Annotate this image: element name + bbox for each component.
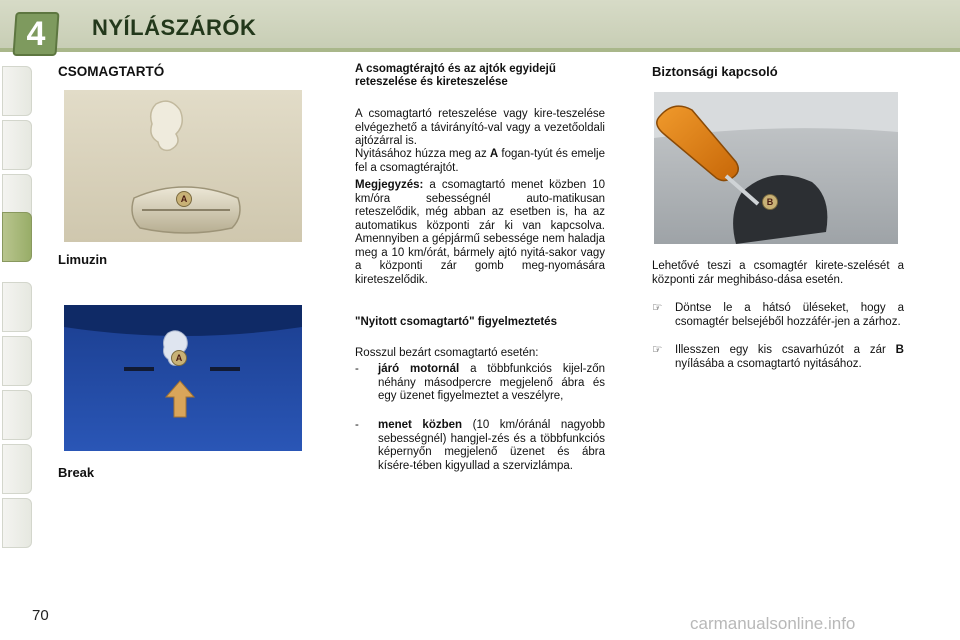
callout-a-tag-break: A — [171, 350, 187, 366]
caption-break: Break — [58, 465, 95, 480]
instruction-text: Döntse le a hátsó üléseket, hogy a csomagtér belsejéből hozzáfér-jen a zárhoz. — [675, 302, 904, 328]
list-item-text — [378, 419, 605, 473]
list-item-while-driving — [355, 419, 605, 489]
photo-screwdriver-lock — [654, 92, 898, 244]
list-dash: - — [355, 363, 359, 375]
side-tab-2[interactable] — [2, 120, 32, 170]
side-tab-1[interactable] — [2, 66, 32, 116]
opening-key-a: A — [489, 148, 499, 160]
callout-a-tag: A — [176, 191, 192, 207]
instruction-text-2: nyílásába a csomagtartó nyitásához. — [675, 357, 862, 370]
opening-text-1: Nyitásához húzza meg az — [355, 148, 487, 160]
list-item-bold: menet közben — [378, 419, 463, 431]
watermark: carmanualsonline.info — [690, 614, 856, 633]
trunk-handle-illustration — [64, 90, 302, 242]
list-item-bold: járó motornál — [378, 363, 460, 375]
paragraph-badly-closed: Rosszul bezárt csomagtartó esetén: — [355, 347, 539, 359]
screwdriver-illustration — [654, 92, 898, 244]
paragraph-note — [355, 179, 605, 287]
list-item-text — [378, 363, 605, 404]
heading-central-locking: A csomagtérajtó és az ajtók egyidejű reteszelése és kireteszelése — [355, 63, 556, 88]
chapter-number: 4 — [26, 15, 46, 53]
heading-trunk-open-warning: "Nyitott csomagtartó" figyelmeztetés — [355, 316, 557, 328]
side-tab-8[interactable] — [2, 444, 32, 494]
instruction-key-b: B — [895, 344, 904, 356]
note-label: Megjegyzés: — [355, 179, 424, 191]
chapter-side-tabs — [0, 62, 34, 572]
callout-b-tag: B — [762, 194, 778, 210]
photo-limuzin-trunk-handle — [64, 90, 302, 242]
list-item-engine-running — [355, 363, 605, 415]
list-item-body: (10 km/óránál nagyobb sebességnél) hangjel-zés és a többfunkciós képernyőn megjelenő üzenet és ábra kísére-tében kigyullad a szervizlámpa. — [378, 419, 605, 472]
instruction-fold-seats — [652, 302, 904, 342]
pointing-hand-icon: ☞ — [652, 344, 663, 356]
side-tab-6[interactable] — [2, 336, 32, 386]
photo-break-trunk-handle — [64, 305, 302, 451]
page-number: 70 — [32, 607, 49, 624]
instruction-text — [675, 344, 904, 371]
list-dash: - — [355, 419, 359, 431]
pointing-hand-icon: ☞ — [652, 302, 663, 314]
caption-limuzin: Limuzin — [58, 252, 108, 267]
paragraph-safety-switch: Lehetővé teszi a csomagtér kirete-szelését a központi zár meghibáso-dása esetén. — [652, 260, 904, 286]
side-tab-5[interactable] — [2, 282, 32, 332]
note-text: a csomagtartó menet közben 10 km/óra sebességnél auto-matikusan reteszelődik, még abban az esetben is, ha az automatikus központi zár ki van kapcsolva. Amennyiben a gépjármű sebessége nem haladja meg a 10 km/órát, bármely ajtó nyitá-sakor vagy a központi zár gomb meg-nyomására kireteszelődik. — [355, 179, 605, 286]
section-title-safety-switch: Biztonsági kapcsoló — [652, 64, 778, 79]
opening-text-2: fogan-tyút és emelje fel a csomagtérajtót. — [355, 148, 605, 174]
chapter-title: NYÍLÁSZÁRÓK — [92, 15, 257, 40]
break-trunk-illustration — [64, 305, 302, 451]
side-tab-4-active[interactable] — [2, 212, 32, 262]
instruction-text-1: Illesszen egy kis csavarhúzót a zár — [675, 344, 886, 356]
paragraph-opening — [355, 148, 605, 175]
instruction-insert-screwdriver — [652, 344, 904, 384]
section-title-csomagtarto: CSOMAGTARTÓ — [58, 64, 165, 79]
side-tab-9[interactable] — [2, 498, 32, 548]
paragraph-locking: A csomagtartó reteszelése vagy kire-teszelése elvégezhető a távirányító-val vagy a vezetőoldali ajtózárral is. — [355, 108, 605, 147]
side-tab-7[interactable] — [2, 390, 32, 440]
list-item-body: a többfunkciós kijel-zőn néhány másodpercre megjelenő ábra és egy üzenet figyelmeztet a veszélyre, — [378, 363, 605, 402]
